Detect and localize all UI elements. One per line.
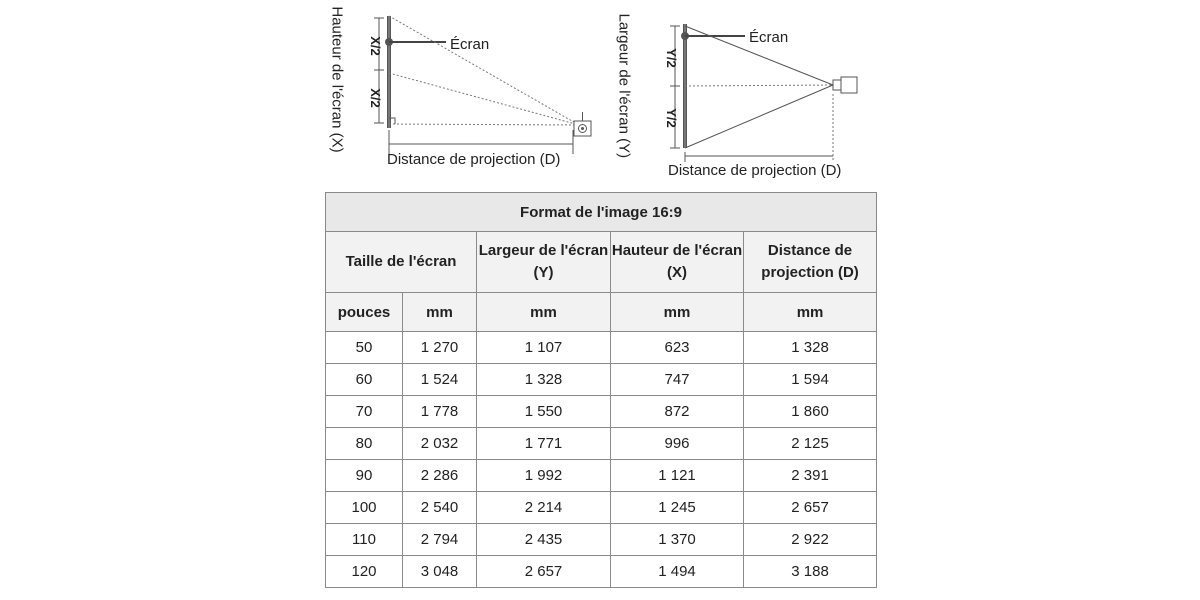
header-projection-distance: Distance de projection (D) [744,232,877,293]
table-cell: 2 125 [744,428,877,460]
table-cell: 996 [611,428,744,460]
table-cell: 2 032 [403,428,477,460]
table-cell: 2 657 [744,492,877,524]
table-cell: 623 [611,332,744,364]
unit-cell: mm [477,293,611,332]
screen-width-label: Largeur de l'écran (Y) [615,13,633,159]
table-cell: 1 370 [611,524,744,556]
projector-icon [574,112,591,136]
header-screen-width: Largeur de l'écran (Y) [477,232,611,293]
table-header-row [326,232,877,293]
table-row [326,492,877,524]
table-cell: 2 922 [744,524,877,556]
table-cell: 1 771 [477,428,611,460]
half-label-bottom: Y/2 [664,108,679,128]
table-row [326,524,877,556]
table-cell: 1 328 [744,332,877,364]
table-title-row [326,193,877,232]
distance-label: Distance de projection (D) [387,151,561,168]
projection-size-table [325,192,877,588]
table-cell: 80 [326,428,403,460]
header-screen-size: Taille de l'écran [326,232,477,293]
screen-label: Écran [450,36,490,53]
table-cell: 2 794 [403,524,477,556]
table-cell: 110 [326,524,403,556]
table-cell: 50 [326,332,403,364]
table-cell: 2 657 [477,556,611,588]
table-cell: 2 286 [403,460,477,492]
table-cell: 90 [326,460,403,492]
table-cell: 1 594 [744,364,877,396]
unit-cell: pouces [326,293,403,332]
table-cell: 120 [326,556,403,588]
table-cell: 1 245 [611,492,744,524]
table-cell: 2 540 [403,492,477,524]
table-cell: 1 860 [744,396,877,428]
projection-diagram-width [640,14,870,184]
table-cell: 70 [326,396,403,428]
table-row [326,428,877,460]
projector-icon [833,77,857,93]
header-screen-height: Hauteur de l'écran (X) [611,232,744,293]
table-cell: 1 524 [403,364,477,396]
table-cell: 747 [611,364,744,396]
table-cell: 1 328 [477,364,611,396]
projection-diagram-height [330,8,610,173]
table-row [326,332,877,364]
half-label-top: Y/2 [664,48,679,68]
distance-label: Distance de projection (D) [668,162,842,179]
table-cell: 1 270 [403,332,477,364]
screen-label: Écran [749,29,789,46]
table-cell: 1 778 [403,396,477,428]
table-units-row [326,293,877,332]
table-cell: 872 [611,396,744,428]
half-label-top: X/2 [368,36,383,56]
table-row [326,556,877,588]
table-cell: 1 121 [611,460,744,492]
screen-height-label: Hauteur de l'écran (X) [328,6,346,153]
table-cell: 60 [326,364,403,396]
table-cell: 2 214 [477,492,611,524]
table-cell: 100 [326,492,403,524]
table-row [326,364,877,396]
table-cell: 1 550 [477,396,611,428]
table-title: Format de l'image 16:9 [326,193,877,232]
half-label-bottom: X/2 [368,88,383,108]
table-cell: 1 107 [477,332,611,364]
unit-cell: mm [403,293,477,332]
table-row [326,396,877,428]
table-cell: 3 188 [744,556,877,588]
table-cell: 2 435 [477,524,611,556]
table-cell: 1 992 [477,460,611,492]
table-row [326,460,877,492]
unit-cell: mm [611,293,744,332]
table-cell: 2 391 [744,460,877,492]
unit-cell: mm [744,293,877,332]
table-cell: 1 494 [611,556,744,588]
table-cell: 3 048 [403,556,477,588]
